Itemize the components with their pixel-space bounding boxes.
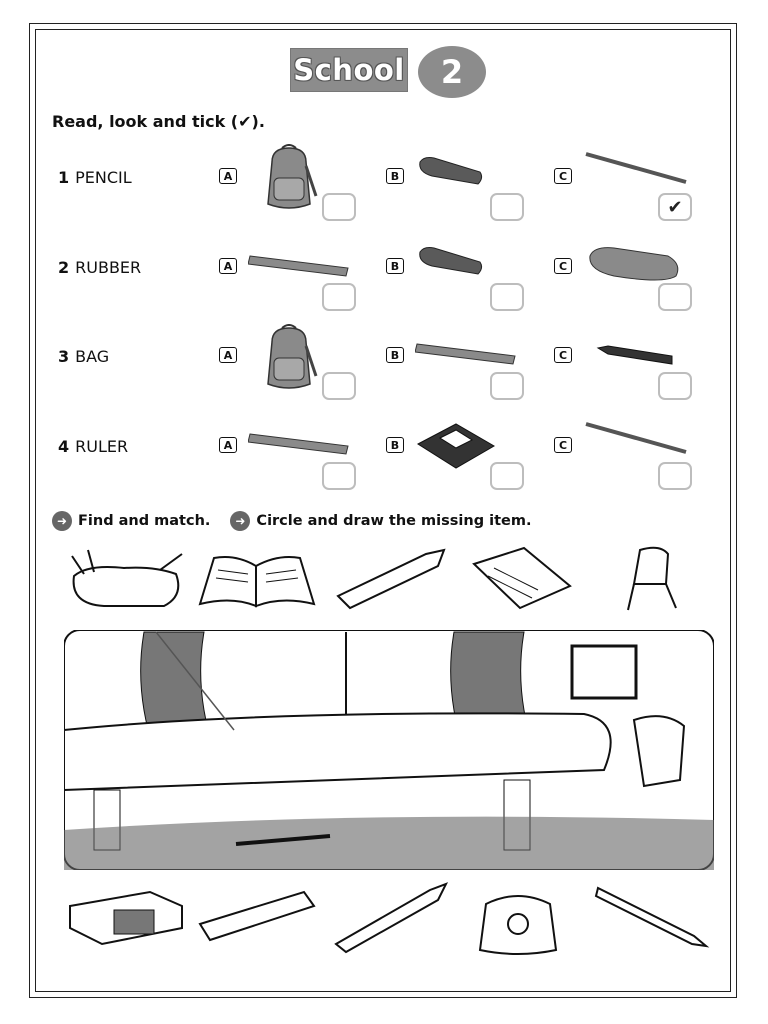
question-word: RULER	[75, 437, 129, 456]
backpack-icon	[258, 144, 320, 214]
question-word: PENCIL	[75, 168, 132, 187]
tick-box-2a[interactable]	[322, 283, 356, 311]
pencil-icon	[582, 150, 692, 186]
notebook-icon	[416, 422, 496, 470]
arrow-icon: ➜	[230, 511, 250, 531]
crayon-drawing-icon[interactable]	[330, 546, 450, 612]
option-letter-b: B	[386, 347, 404, 363]
option-letter-a: A	[219, 347, 237, 363]
option-letter-c: C	[554, 258, 572, 274]
ruler-drawing-icon[interactable]	[196, 888, 320, 948]
tick-box-1b[interactable]	[490, 193, 524, 221]
tick-box-2c[interactable]	[658, 283, 692, 311]
chair-drawing-icon[interactable]	[620, 544, 684, 614]
rubber-icon	[414, 154, 486, 190]
tick-box-1c[interactable]	[658, 193, 692, 221]
option-letter-a: A	[219, 258, 237, 274]
option-letter-b: B	[386, 437, 404, 453]
question-word: RUBBER	[75, 258, 142, 277]
pencil-drawing-icon[interactable]	[330, 880, 450, 954]
question-number: 4	[58, 437, 70, 456]
tick-box-2b[interactable]	[490, 283, 524, 311]
tick-box-3b[interactable]	[490, 372, 524, 400]
option-letter-a: A	[219, 168, 237, 184]
ruler-icon	[415, 340, 519, 366]
option-letter-a: A	[219, 437, 237, 453]
arrow-icon: ➜	[52, 511, 72, 531]
option-letter-c: C	[554, 347, 572, 363]
wall-picture	[572, 646, 636, 698]
unit-number: 2	[440, 53, 464, 91]
question-4	[58, 437, 128, 456]
classroom-scene	[64, 630, 714, 870]
pencil-icon	[582, 420, 692, 456]
tick-mark: ✔	[667, 196, 683, 218]
schoolbag-drawing-icon[interactable]	[472, 884, 564, 956]
tick-box-3c[interactable]	[658, 372, 692, 400]
open-book-drawing-icon[interactable]	[196, 550, 318, 610]
notepad-drawing-icon[interactable]	[464, 544, 576, 614]
option-letter-b: B	[386, 258, 404, 274]
ruler-icon	[248, 430, 352, 456]
tick-box-1a[interactable]	[322, 193, 356, 221]
unit-badge	[418, 46, 486, 98]
page-title: School	[293, 53, 405, 87]
question-2	[58, 258, 141, 277]
question-number: 3	[58, 347, 70, 366]
question-number: 1	[58, 168, 70, 187]
chair-in-scene[interactable]	[634, 716, 684, 786]
ruler-icon	[248, 252, 352, 278]
section2-part1: Find and match.	[78, 513, 211, 529]
option-letter-c: C	[554, 437, 572, 453]
pencil-case-drawing-icon[interactable]	[64, 546, 188, 612]
rubber-icon	[414, 244, 486, 280]
section2-part2: Circle and draw the missing item.	[256, 513, 532, 529]
option-letter-b: B	[386, 168, 404, 184]
backpack-icon	[258, 324, 320, 394]
tick-box-3a[interactable]	[322, 372, 356, 400]
tick-box-4a[interactable]	[322, 462, 356, 490]
pencil-case-icon	[584, 242, 684, 286]
exercise-instruction: Read, look and tick (✔).	[52, 112, 265, 131]
question-number: 2	[58, 258, 70, 277]
title-banner	[290, 48, 408, 92]
pen-drawing-icon[interactable]	[594, 884, 712, 950]
question-1	[58, 168, 132, 187]
section2-instruction	[52, 511, 531, 531]
tick-box-4c[interactable]	[658, 462, 692, 490]
question-word: BAG	[75, 347, 110, 366]
crayon-icon	[596, 342, 676, 368]
rubber-drawing-icon[interactable]	[66, 888, 186, 948]
option-letter-c: C	[554, 168, 572, 184]
question-3	[58, 347, 109, 366]
